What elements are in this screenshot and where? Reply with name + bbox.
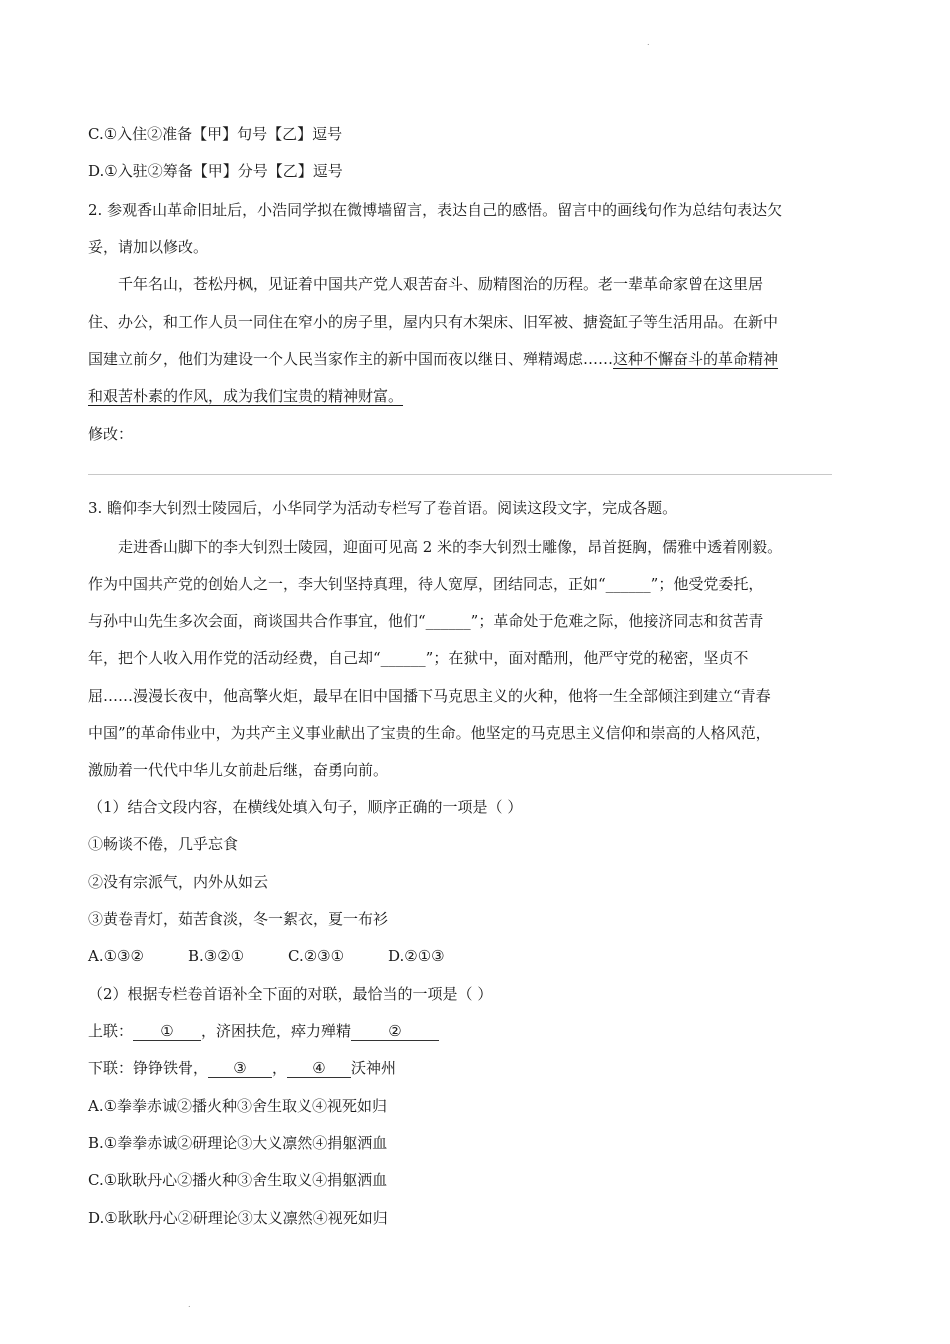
q2-paragraph-line-1: 千年名山，苍松丹枫，见证着中国共产党人艰苦奋斗、励精图治的历程。老一辈革命家曾在这里居 [118,275,764,293]
couplet-lower-line [88,1058,396,1078]
q2-fix-label: 修改： [88,425,134,443]
top-mark: . [647,38,650,47]
q3-stem: 3. 瞻仰李大钊烈士陵园后，小华同学为活动专栏写了卷首语。阅读这段文字，完成各题。 [88,499,678,517]
q3-sub2-option-a[interactable]: A.①拳拳赤诚②播火种③舍生取义④视死如归 [88,1097,388,1115]
couplet-blank-1[interactable]: ① [133,1022,201,1041]
prev-option-c: C.①入住②准备【甲】句号【乙】逗号 [88,125,343,143]
q3-passage-line-7: 激励着一代代中华儿女前赴后继，奋勇向前。 [88,761,389,779]
q2-paragraph-line-3 [88,349,778,369]
q2-paragraph-plain: 国建立前夕，他们为建设一个人民当家作主的新中国而夜以继日、殚精竭虑…… [88,350,614,368]
q2-underlined-sentence-part-2: 和艰苦朴素的作风，成为我们宝贵的精神财富。 [88,387,404,405]
q3-passage-line-3: 与孙中山先生多次会面，商谈国共合作事宜，他们“______”；革命处于危难之际，他接济同志和贫苦青 [88,612,764,630]
couplet-lower-comma: ， [272,1059,288,1077]
q3-sub1-option-d[interactable]: D.②①③ [388,947,445,965]
couplet-lower-tail: 沃神州 [351,1059,397,1077]
q3-sub2-stem: （2）根据专栏卷首语补全下面的对联，最恰当的一项是（ ） [88,985,493,1003]
q3-sub1-stem: （1）结合文段内容，在横线处填入句子，顺序正确的一项是（ ） [88,798,523,816]
q3-passage-line-2: 作为中国共产党的创始人之一，李大钊坚持真理，待人宽厚，团结同志，正如“______”；他受党委托， [88,575,764,593]
couplet-upper-line [88,1021,439,1041]
q3-sub1-sentence-3: ③黄卷青灯，茹苦食淡，冬一絮衣，夏一布衫 [88,910,389,928]
q3-passage-line-5: 屈……漫漫长夜中，他高擎火炬，最早在旧中国播下马克思主义的火种，他将一生全部倾注到建立“青春 [88,687,771,705]
q2-underlined-sentence-part-1: 这种不懈奋斗的革命精神 [613,350,779,368]
couplet-blank-2[interactable]: ② [351,1022,439,1041]
q2-paragraph-line-4 [88,386,403,406]
q2-stem-line-2: 妥，请加以修改。 [88,238,209,256]
q2-answer-line[interactable] [88,474,832,475]
q2-stem-line-1: 2. 参观香山革命旧址后，小浩同学拟在微博墙留言，表达自己的感悟。留言中的画线句作为总结句表达欠 [88,201,783,219]
q3-passage-line-1: 走进香山脚下的李大钊烈士陵园，迎面可见高 2 米的李大钊烈士雕像，昂首挺胸，儒雅中透着刚毅。 [118,538,783,556]
q3-sub1-options [88,946,445,966]
q3-sub1-option-a[interactable]: A.①③② [88,947,144,965]
prev-option-d: D.①入驻②筹备【甲】分号【乙】逗号 [88,162,343,180]
q3-sub1-option-b[interactable]: B.③②① [188,947,245,965]
couplet-blank-4[interactable]: ④ [287,1059,351,1078]
q3-passage-line-6: 中国”的革命伟业中，为共产主义事业献出了宝贵的生命。他坚定的马克思主义信仰和崇高的人格风范， [88,724,771,742]
q3-sub2-option-c[interactable]: C.①耿耿丹心②播火种③舍生取义④捐躯洒血 [88,1171,388,1189]
q2-paragraph-line-2: 住、办公，和工作人员一同住在窄小的房子里，屋内只有木架床、旧军被、搪瓷缸子等生活用品。在新中 [88,313,779,331]
couplet-upper-label: 上联： [88,1022,134,1040]
couplet-lower-label: 下联：铮铮铁骨， [88,1059,209,1077]
q3-sub1-sentence-2: ②没有宗派气，内外从如云 [88,873,269,891]
q3-sub2-option-d[interactable]: D.①耿耿丹心②研理论③太义凛然④视死如归 [88,1209,388,1227]
q3-sub1-option-c[interactable]: C.②③① [288,947,345,965]
bottom-mark: . [188,1300,191,1309]
q3-sub1-sentence-1: ①畅谈不倦，几乎忘食 [88,835,239,853]
couplet-blank-3[interactable]: ③ [208,1059,272,1078]
q3-passage-line-4: 年，把个人收入用作党的活动经费，自己却“______”；在狱中，面对酷刑，他严守党的秘密，坚贞不 [88,649,749,667]
couplet-upper-middle: ，济困扶危，瘁力殚精 [201,1022,352,1040]
q3-sub2-option-b[interactable]: B.①拳拳赤诚②研理论③大义凛然④捐躯洒血 [88,1134,388,1152]
